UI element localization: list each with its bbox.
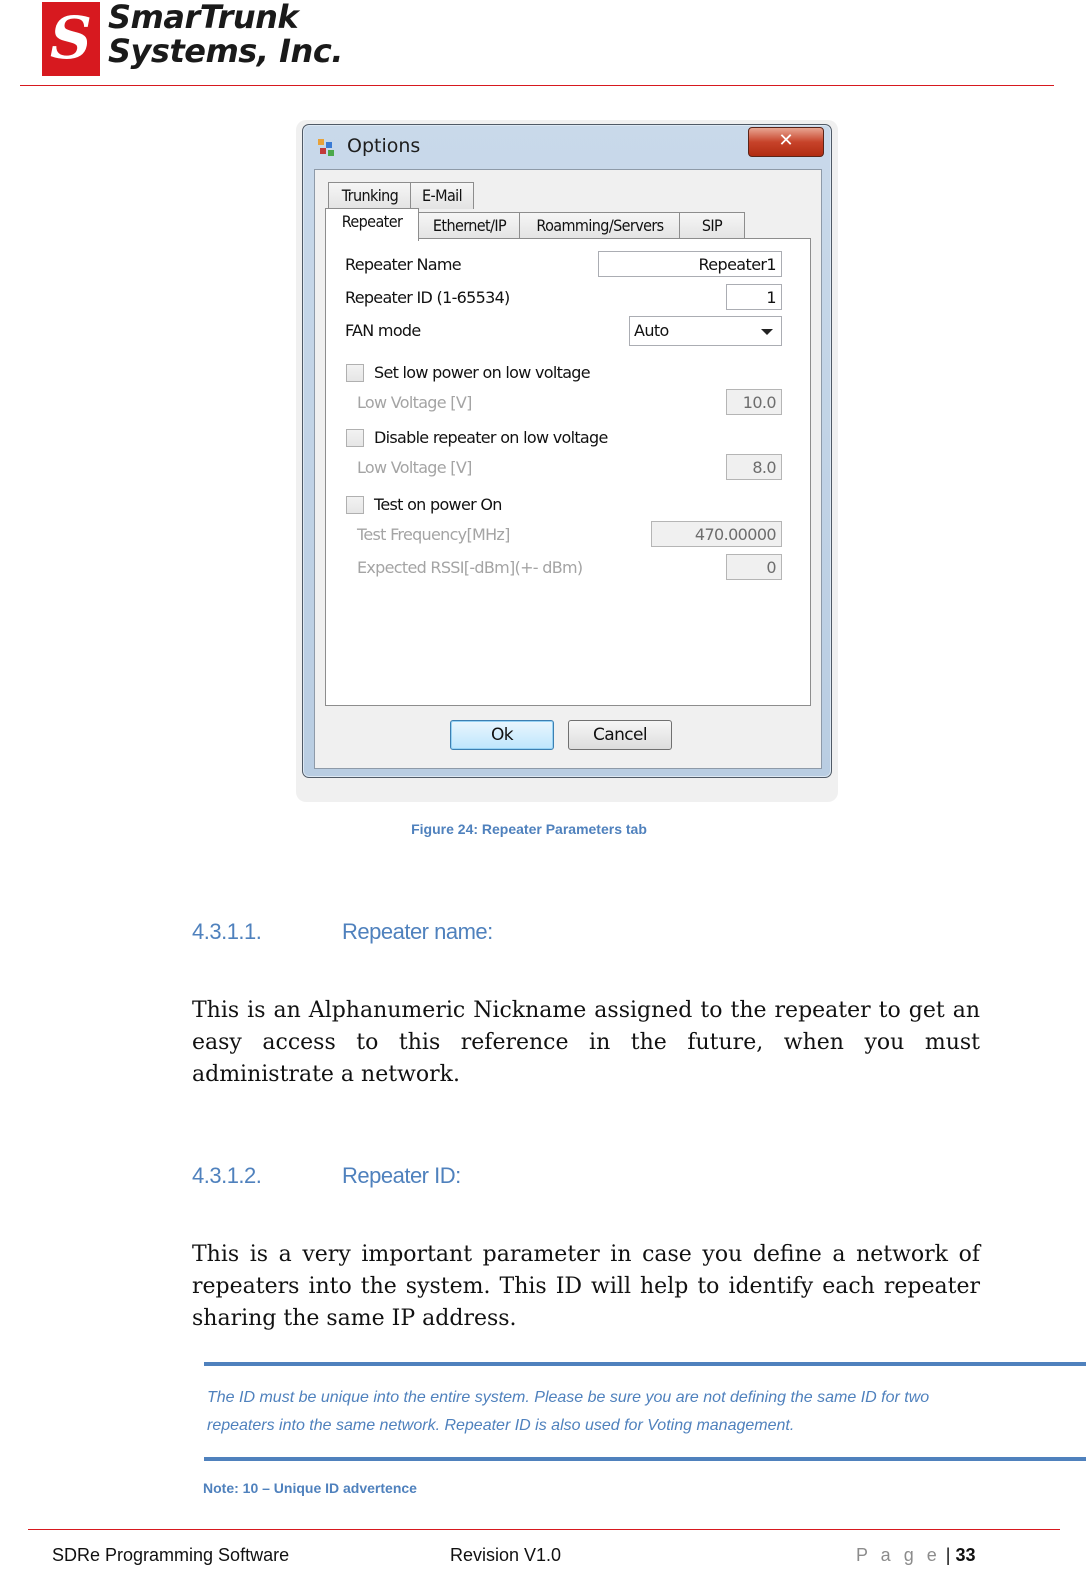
fan-mode-select[interactable]: [629, 316, 782, 346]
test-power-checkbox[interactable]: [346, 496, 364, 514]
cancel-button[interactable]: Cancel: [568, 720, 672, 750]
close-button[interactable]: ✕: [748, 127, 824, 157]
tab-repeater[interactable]: Repeater: [325, 208, 419, 241]
window-app-icon: [318, 139, 336, 157]
note-line-2: repeaters into the same network. Repeater ID is also used for Voting management.: [207, 1417, 795, 1434]
note-caption: Note: 10 – Unique ID advertence: [203, 1480, 417, 1496]
repeater-id-label: Repeater ID (1-65534): [345, 288, 510, 307]
figure-caption: Figure 24: Repeater Parameters tab: [411, 821, 647, 837]
low-voltage-1-label: Low Voltage [V]: [357, 393, 472, 412]
header-divider: [20, 85, 1054, 86]
section-body-repeater-id: This is a very important parameter in case you define a network of repeaters into the system. This ID will help to identify each repeater sharing the same IP address.: [192, 1242, 980, 1331]
footer-page-label: P a g e: [856, 1545, 941, 1565]
footer-page-number: 33: [955, 1545, 976, 1565]
test-power-label: Test on power On: [374, 495, 502, 514]
section-body-repeater-name: This is an Alphanumeric Nickname assigned to the repeater to get an easy access to this reference in the future, when you must administrate a network.: [192, 998, 980, 1087]
company-name-line1: SmarTrunk: [108, 0, 299, 36]
footer-revision: Revision V1.0: [450, 1545, 562, 1565]
test-frequency-input[interactable]: 470.00000: [651, 521, 782, 547]
section-title: Repeater ID:: [342, 1163, 461, 1188]
low-voltage-2-label: Low Voltage [V]: [357, 458, 472, 477]
tab-email[interactable]: E-Mail: [410, 182, 474, 209]
footer-page: [856, 1545, 975, 1566]
low-voltage-2-input[interactable]: 8.0: [726, 454, 782, 480]
tab-roamming-servers[interactable]: Roamming/Servers: [519, 212, 681, 239]
chevron-down-icon: [761, 329, 773, 335]
fan-mode-label: FAN mode: [345, 321, 421, 340]
logo-letter: S: [50, 4, 92, 72]
disable-repeater-label: Disable repeater on low voltage: [374, 428, 608, 447]
section-title: Repeater name:: [342, 919, 493, 944]
repeater-name-label: Repeater Name: [345, 255, 461, 274]
fan-mode-value: Auto: [634, 321, 669, 340]
low-power-label: Set low power on low voltage: [374, 363, 590, 382]
footer-page-separator: |: [945, 1545, 951, 1565]
repeater-name-input[interactable]: Repeater1: [598, 251, 782, 277]
note-top-rule: [204, 1362, 1086, 1366]
section-heading-repeater-id: [192, 1163, 461, 1189]
options-dialog: [302, 124, 832, 778]
company-name: [108, 0, 343, 68]
section-number: 4.3.1.2.: [192, 1163, 262, 1188]
section-heading-repeater-name: [192, 919, 493, 945]
note-text: [207, 1384, 1077, 1440]
repeater-id-input[interactable]: 1: [726, 284, 782, 310]
dialog-client-area: [314, 169, 822, 769]
test-frequency-label: Test Frequency[MHz]: [357, 525, 510, 544]
footer-divider: [28, 1529, 1060, 1530]
disable-repeater-checkbox[interactable]: [346, 429, 364, 447]
tab-ethernet-ip[interactable]: Ethernet/IP: [418, 212, 521, 239]
ok-button[interactable]: Ok: [450, 720, 554, 750]
company-logo: [42, 2, 100, 76]
note-line-1: The ID must be unique into the entire system. Please be sure you are not defining the same ID for two: [207, 1389, 930, 1406]
low-power-checkbox[interactable]: [346, 364, 364, 382]
expected-rssi-label: Expected RSSI[-dBm](+- dBm): [357, 558, 583, 577]
low-voltage-1-input[interactable]: 10.0: [726, 389, 782, 415]
tab-sip[interactable]: SIP: [679, 212, 745, 239]
footer-doc-title: SDRe Programming Software: [52, 1545, 290, 1565]
company-name-line2: Systems, Inc.: [108, 32, 343, 70]
dialog-title: Options: [347, 135, 421, 157]
section-number: 4.3.1.1.: [192, 919, 262, 944]
repeater-tab-panel: [325, 238, 811, 706]
note-bottom-rule: [204, 1457, 1086, 1461]
tab-trunking[interactable]: Trunking: [328, 182, 412, 209]
expected-rssi-input[interactable]: 0: [726, 554, 782, 580]
